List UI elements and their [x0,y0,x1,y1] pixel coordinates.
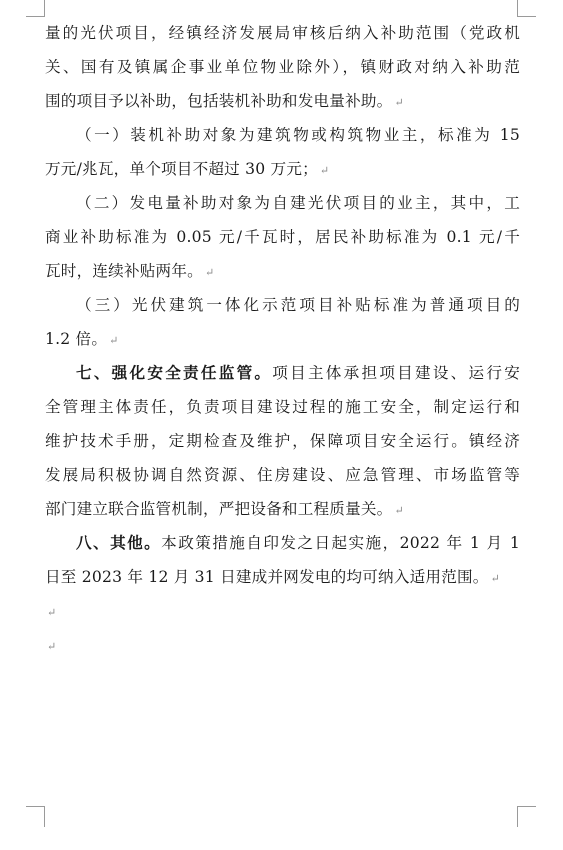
text-line: 围的项目予以补助，包括装机补助和发电量补助。 ↵ [45,92,404,110]
text-line: （二）发电量补助对象为自建光伏项目的业主，其中，工 [76,194,520,212]
margin-corner-mark-top-right [517,0,536,17]
text-line: 万元/兆瓦，单个项目不超过 30 万元； ↵ [45,160,330,178]
paragraph-mark-icon: ↵ [204,266,215,279]
paragraph-mark-icon: ↵ [394,96,404,109]
margin-corner-mark-bottom-right [517,806,536,827]
text-line: 瓦时，连续补贴两年。 ↵ [45,262,215,280]
document-body[interactable] [45,16,520,662]
text-line: 商业补助标准为 0.05 元/千瓦时，居民补助标准为 0.1 元/千 [45,228,520,246]
paragraph-mark-icon: ↵ [394,504,404,517]
section-heading: 七、强化安全责任监管。 [76,363,273,382]
text-line: （三）光伏建筑一体化示范项目补贴标准为普通项目的 [76,296,520,314]
paragraph-mark-icon: ↵ [319,164,330,177]
empty-paragraph [45,594,520,628]
section-heading: 八、其他。 [76,533,162,552]
text-line: 发展局积极协调自然资源、住房建设、应急管理、市场监管等 [45,466,520,484]
text-line: 维护技术手册，定期检查及维护，保障项目安全运行。镇经济 [45,432,520,450]
text-line: 日至 2023 年 12 月 31 日建成并网发电的均可纳入适用范围。 ↵ [45,568,501,586]
text-line: 部门建立联合监管机制，严把设备和工程质量关。 ↵ [45,500,404,518]
text-line: 七、强化安全责任监管。项目主体承担项目建设、运行安 [76,363,520,382]
empty-paragraph [45,628,520,662]
paragraph-mark-icon: ↵ [47,606,57,619]
margin-corner-mark-bottom-left [26,806,45,827]
text-line: 1.2 倍。 ↵ [45,330,119,348]
margin-corner-mark-top-left [26,0,45,17]
paragraph-mark-icon: ↵ [490,572,501,585]
text-line: （一）装机补助对象为建筑物或构筑物业主，标准为 15 [76,126,520,144]
paragraph-mark-icon: ↵ [47,640,57,653]
paragraph-mark-icon: ↵ [109,334,119,347]
text-line: 八、其他。本政策措施自印发之日起实施，2022 年 1 月 1 [76,533,520,552]
text-line: 全管理主体责任，负责项目建设过程的施工安全，制定运行和 [45,398,520,416]
text-line: 量的光伏项目，经镇经济发展局审核后纳入补助范围（党政机 [45,24,520,42]
text-line: 关、国有及镇属企事业单位物业除外），镇财政对纳入补助范 [45,58,520,76]
